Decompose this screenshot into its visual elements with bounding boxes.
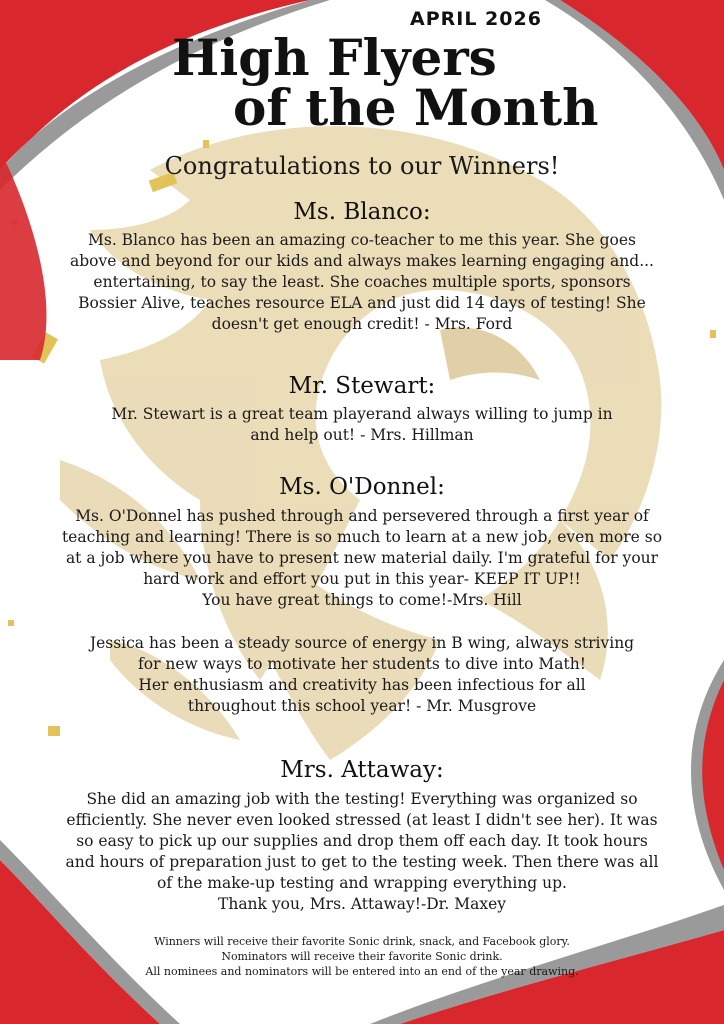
nomination-line: efficiently. She never even looked stressed (at least I didn't see her). It was — [66, 811, 658, 829]
nomination-line: throughout this school year! - Mr. Musgrove — [187, 697, 537, 715]
nomination-line: above and beyond for our kids and always makes learning engaging and... — [70, 252, 654, 270]
nomination-odonnel-hill — [22, 506, 702, 611]
winner-name-attaway: Mrs. Attaway: — [280, 757, 444, 783]
nomination-line: at a job where you have to present new material daily. I'm grateful for your — [65, 549, 659, 567]
nomination-line: hard work and effort you put in this year- KEEP IT UP!! — [143, 570, 581, 588]
nomination-line: Bossier Alive, teaches resource ELA and just did 14 days of testing! She — [78, 294, 646, 312]
nomination-stewart-hillman — [22, 404, 702, 446]
nomination-odonnel-musgrove — [22, 633, 702, 717]
title-line-2: of the Month — [233, 78, 599, 137]
nomination-line: You have great things to come!-Mrs. Hill — [202, 591, 522, 609]
nomination-line: of the make-up testing and wrapping everything up. — [157, 874, 567, 892]
nomination-line: Jessica has been a steady source of energy in B wing, always striving — [89, 634, 635, 652]
nomination-line: and help out! - Mrs. Hillman — [250, 426, 474, 444]
nomination-line: Ms. O'Donnel has pushed through and persevered through a first year of — [75, 507, 649, 525]
nomination-blanco-ford — [22, 230, 702, 335]
prize-footnote — [20, 934, 704, 979]
winner-name-stewart: Mr. Stewart: — [288, 373, 436, 399]
winner-name-blanco: Ms. Blanco: — [293, 199, 431, 225]
nomination-line: teaching and learning! There is so much to learn at a new job, even more so — [61, 528, 663, 546]
month-label: APRIL 2026 — [410, 8, 542, 30]
nomination-line: entertaining, to say the least. She coaches multiple sports, sponsors — [93, 273, 631, 291]
nomination-line: Her enthusiasm and creativity has been infectious for all — [138, 676, 586, 694]
footnote-line: Nominators will receive their favorite Sonic drink. — [221, 950, 503, 963]
congrats-heading: Congratulations to our Winners! — [164, 152, 560, 180]
nomination-line: She did an amazing job with the testing! Everything was organized so — [86, 790, 638, 808]
title-line-1: High Flyers — [172, 28, 497, 87]
nomination-line: and hours of preparation just to get to the testing week. Then there was all — [65, 853, 659, 871]
nomination-line: Thank you, Mrs. Attaway!-Dr. Maxey — [218, 895, 506, 913]
nomination-line: doesn't get enough credit! - Mrs. Ford — [211, 315, 513, 333]
nomination-line: for new ways to motivate her students to dive into Math! — [138, 655, 586, 673]
nomination-line: Ms. Blanco has been an amazing co-teacher to me this year. She goes — [88, 231, 636, 249]
footnote-line: Winners will receive their favorite Sonic drink, snack, and Facebook glory. — [154, 935, 570, 948]
winner-name-odonnel: Ms. O'Donnel: — [279, 474, 445, 500]
nomination-line: Mr. Stewart is a great team playerand always willing to jump in — [111, 405, 613, 423]
nomination-line: so easy to pick up our supplies and drop them off each day. It took hours — [76, 832, 648, 850]
footnote-line: All nominees and nominators will be entered into an end of the year drawing. — [145, 965, 579, 978]
nomination-attaway-maxey — [22, 789, 702, 915]
